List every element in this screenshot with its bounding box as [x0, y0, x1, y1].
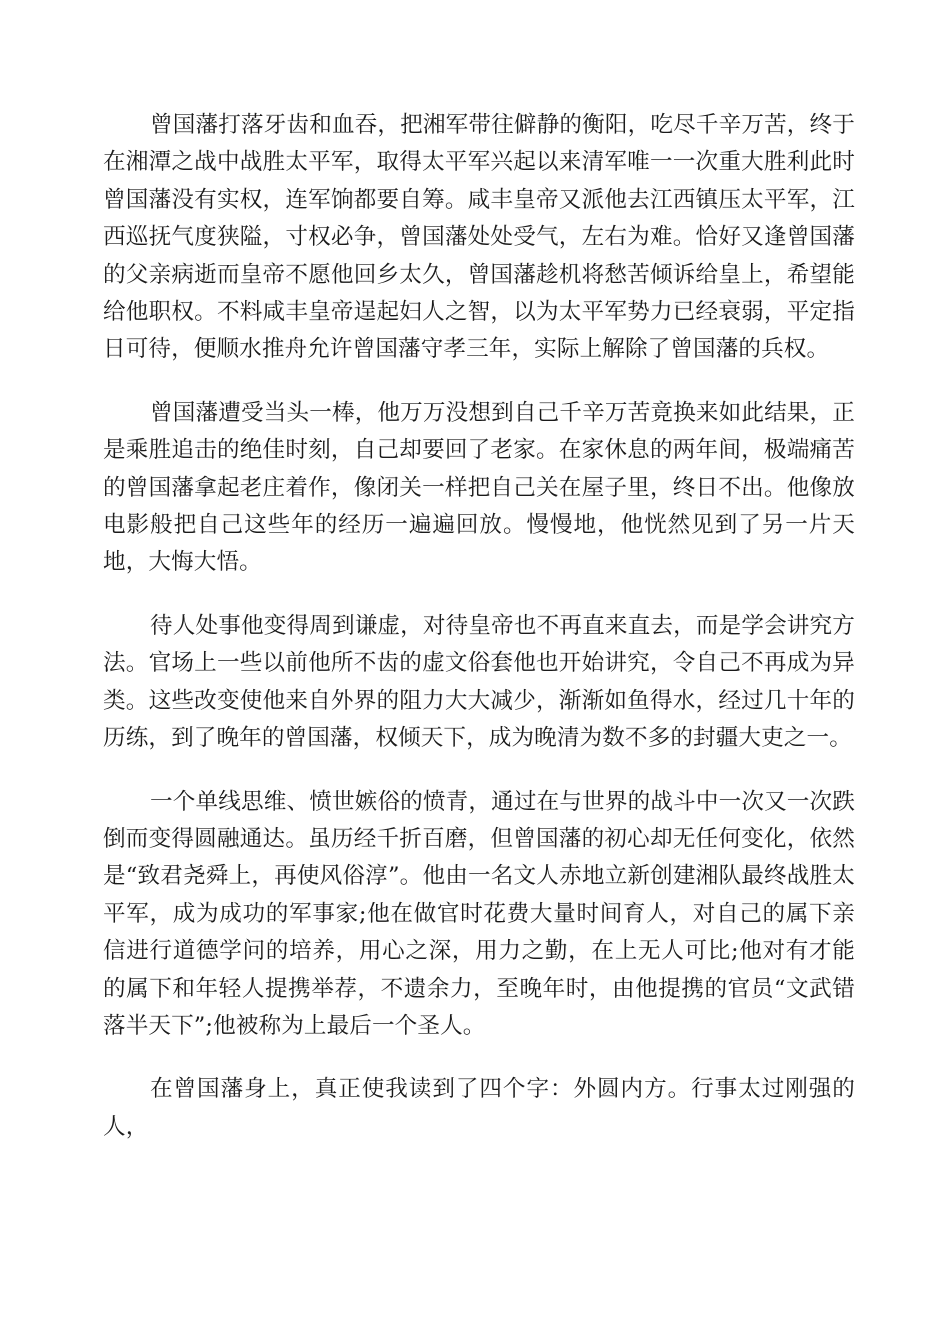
paragraph-2: 曾国藩遭受当头一棒，他万万没想到自己千辛万苦竟换来如此结果，正是乘胜追击的绝佳时刻，自己却要回了老家。在家休息的两年间，极端痛苦的曾国藩拿起老庄着作，像闭关一样把自己关在屋子里，终日不出。他像放电影般把自己这些年的经历一遍遍回放。慢慢地，他恍然见到了另一片天地，大悔大悟。 [103, 399, 855, 576]
paragraph-3: 待人处事他变得周到谦虚，对待皇帝也不再直来直去，而是学会讲究方法。官场上一些以前他所不齿的虚文俗套他也开始讲究，令自己不再成为异类。这些改变使他来自外界的阻力大大减少，渐渐如鱼得水，经过几十年的历练，到了晚年的曾国藩，权倾天下，成为晚清为数不多的封疆大吏之一。 [103, 612, 855, 752]
paragraph-5: 在曾国藩身上，真正使我读到了四个字：外圆内方。行事太过刚强的人， [103, 1076, 855, 1140]
document-page [103, 107, 855, 1172]
paragraph-4: 一个单线思维、愤世嫉俗的愤青，通过在与世界的战斗中一次又一次跌倒而变得圆融通达。虽历经千折百磨，但曾国藩的初心却无任何变化，依然是“致君尧舜上，再使风俗淳”。他由一名文人赤地立新创建湘队最终战胜太平军，成为成功的军事家;他在做官时花费大量时间育人，对自己的属下亲信进行道德学问的培养，用心之深，用力之勤，在上无人可比;他对有才能的属下和年轻人提携举荐，不遗余力，至晚年时，由他提携的官员“文武错落半天下”;他被称为上最后一个圣人。 [103, 788, 855, 1039]
paragraph-1: 曾国藩打落牙齿和血吞，把湘军带往僻静的衡阳，吃尽千辛万苦，终于在湘潭之战中战胜太平军，取得太平军兴起以来清军唯一一次重大胜利此时曾国藩没有实权，连军饷都要自筹。咸丰皇帝又派他去江西镇压太平军，江西巡抚气度狭隘，寸权必争，曾国藩处处受气，左右为难。恰好又逢曾国藩的父亲病逝而皇帝不愿他回乡太久，曾国藩趁机将愁苦倾诉给皇上，希望能给他职权。不料咸丰皇帝逞起妇人之智，以为太平军势力已经衰弱，平定指日可待，便顺水推舟允许曾国藩守孝三年，实际上解除了曾国藩的兵权。 [103, 112, 855, 363]
